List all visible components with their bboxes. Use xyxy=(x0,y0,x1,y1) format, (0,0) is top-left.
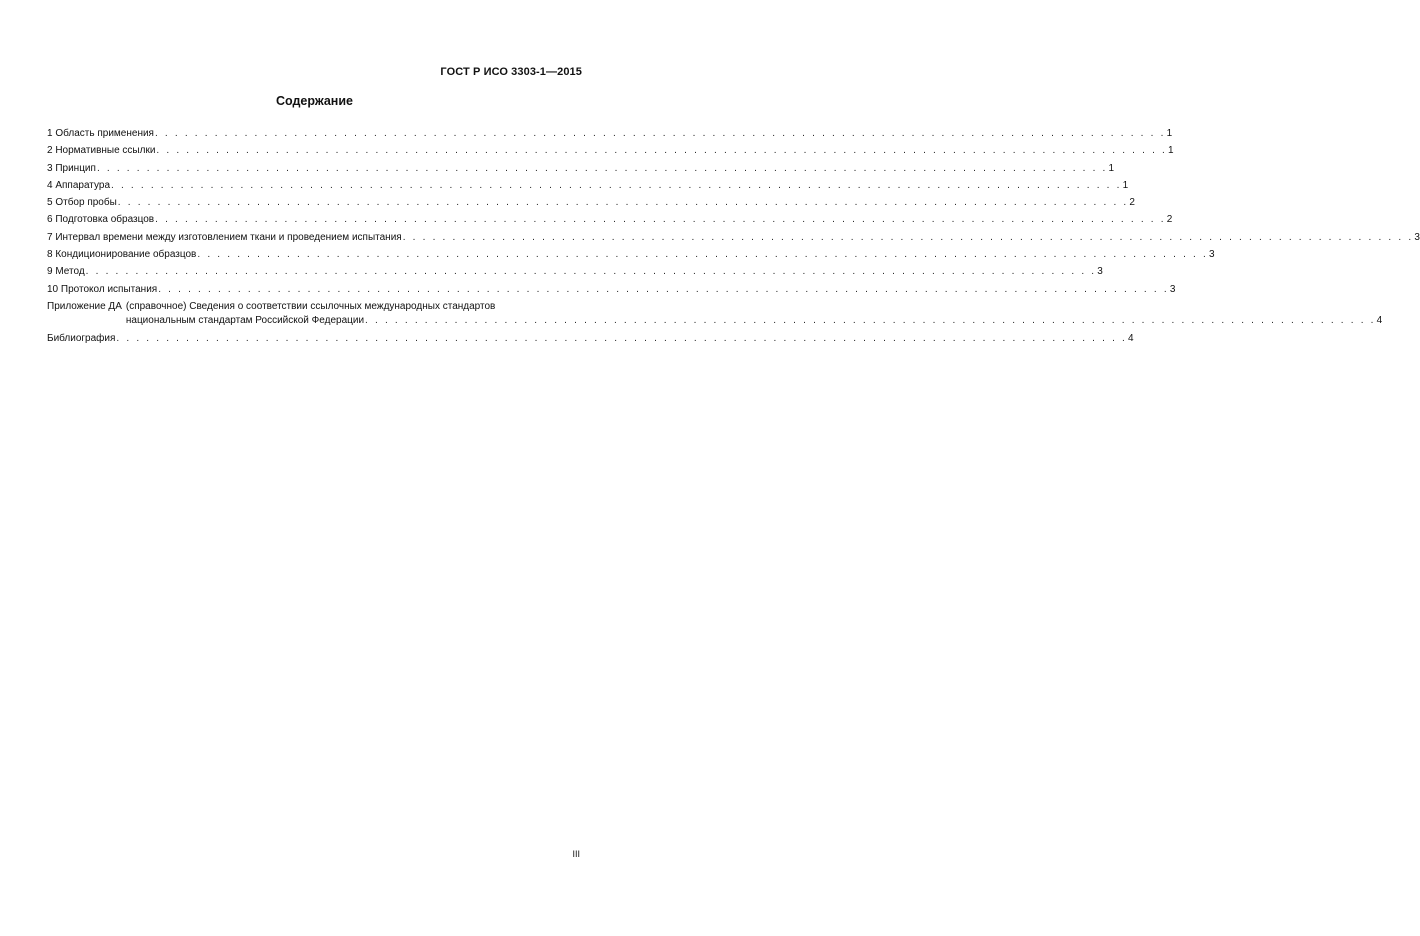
toc-entry-scope[interactable] xyxy=(47,125,1173,142)
toc-entry-label: Библиография xyxy=(47,332,116,344)
toc-entry-label: 10 Протокол испытания xyxy=(47,283,158,295)
appendix-title-line1: (справочное) Сведения о соответствии ссылочных международных стандартов xyxy=(125,300,496,312)
table-of-contents xyxy=(47,125,1420,347)
dot-leader xyxy=(158,281,1169,298)
toc-entry-page: 1 xyxy=(1166,128,1173,139)
toc-entry-bibliography[interactable] xyxy=(47,330,1134,347)
toc-entry-page: 2 xyxy=(1166,214,1173,226)
toc-entry-page: 3 xyxy=(1414,231,1420,243)
dot-leader xyxy=(118,194,1129,211)
toc-entry-test-report[interactable] xyxy=(47,281,1176,298)
dot-leader xyxy=(86,263,1097,280)
dot-leader xyxy=(403,229,1414,246)
toc-entry-label: 5 Отбор пробы xyxy=(47,197,117,209)
toc-entry-time-interval[interactable] xyxy=(47,229,1420,246)
dot-leader xyxy=(156,142,1167,159)
toc-entry-page: 4 xyxy=(1128,332,1134,344)
toc-entry-normative-references[interactable] xyxy=(47,142,1174,159)
dot-leader xyxy=(155,211,1166,228)
toc-entry-page: 3 xyxy=(1169,283,1176,295)
toc-entry-conditioning[interactable] xyxy=(47,246,1215,263)
toc-entry-page: 3 xyxy=(1208,249,1215,261)
toc-title: Содержание xyxy=(275,94,353,108)
toc-entry-label: 2 Нормативные ссылки xyxy=(47,145,156,157)
toc-entry-page: 1 xyxy=(1122,179,1129,191)
toc-entry-page: 1 xyxy=(1108,162,1115,174)
toc-entry-label: 4 Аппаратура xyxy=(47,179,111,191)
toc-entry-sampling[interactable] xyxy=(47,194,1135,211)
appendix-label: Приложение ДА xyxy=(47,300,122,312)
toc-entry-page: 1 xyxy=(1168,145,1174,157)
appendix-title-line2-row xyxy=(126,314,1382,328)
dot-leader xyxy=(197,246,1208,263)
toc-entry-method[interactable] xyxy=(47,263,1103,280)
appendix-title xyxy=(126,298,1382,328)
toc-entry-principle[interactable] xyxy=(47,160,1115,177)
dot-leader xyxy=(111,177,1122,194)
toc-entry-label: 3 Принцип xyxy=(47,162,96,174)
toc-entry-label: 1 Область применения xyxy=(47,128,154,139)
toc-entry-page: 2 xyxy=(1129,197,1135,209)
dot-leader xyxy=(116,330,1127,347)
dot-leader xyxy=(155,125,1166,142)
appendix-title-line2: национальным стандартам Российской Федерации xyxy=(125,314,365,326)
document-code: ГОСТ Р ИСО 3303-1—2015 xyxy=(440,66,582,78)
toc-entry-specimen-preparation[interactable] xyxy=(47,211,1173,228)
toc-entry-appendix-da[interactable] xyxy=(47,298,1383,328)
toc-entry-page: 4 xyxy=(1376,314,1383,326)
dot-leader xyxy=(97,160,1108,177)
toc-entry-label: 7 Интервал времени между изготовлением ткани и проведением испытания xyxy=(47,231,402,243)
toc-entry-label: 9 Метод xyxy=(47,266,85,278)
dot-leader xyxy=(365,314,1376,328)
toc-entry-page: 3 xyxy=(1097,266,1103,278)
toc-entry-apparatus[interactable] xyxy=(47,177,1129,194)
toc-entry-label: 8 Кондиционирование образцов xyxy=(47,249,197,261)
toc-entry-label: 6 Подготовка образцов xyxy=(47,214,155,226)
page-number: III xyxy=(572,849,580,859)
